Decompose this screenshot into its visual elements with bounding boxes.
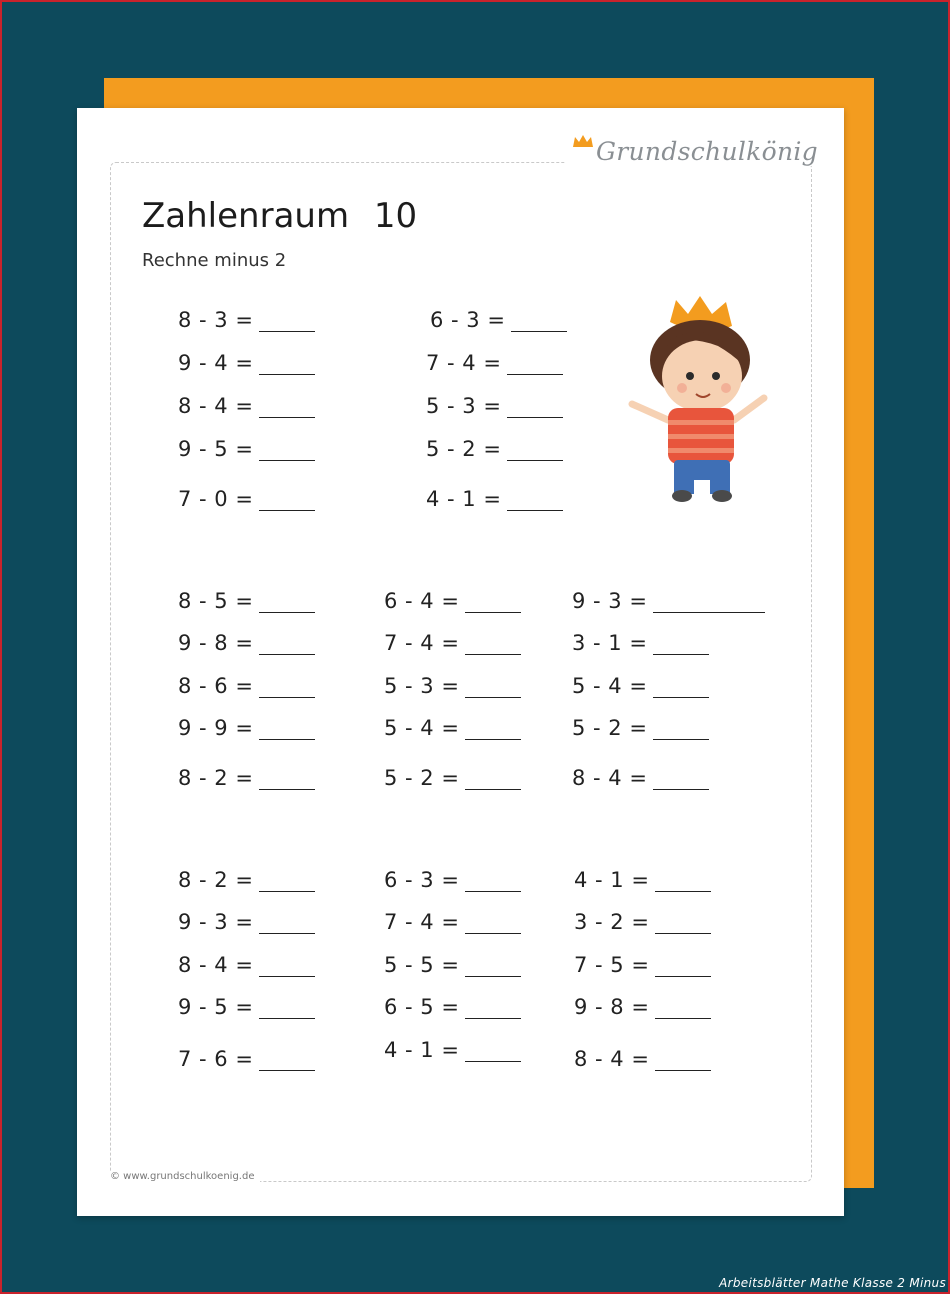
problem: 9 - 5 = <box>178 431 315 461</box>
problem: 4 - 1 = <box>426 481 563 511</box>
answer-blank[interactable] <box>259 311 315 332</box>
answer-blank[interactable] <box>465 592 521 613</box>
problem: 4 - 1 = <box>574 862 711 892</box>
problem: 5 - 5 = <box>384 947 521 977</box>
answer-blank[interactable] <box>259 1050 315 1071</box>
answer-blank[interactable] <box>655 913 711 934</box>
answer-blank[interactable] <box>655 998 711 1019</box>
answer-blank[interactable] <box>655 1050 711 1071</box>
worksheet-title: Zahlenraum 10 <box>142 196 418 236</box>
answer-blank[interactable] <box>259 354 315 375</box>
answer-blank[interactable] <box>465 998 521 1019</box>
answer-blank[interactable] <box>259 913 315 934</box>
worksheet-instruction: Rechne minus 2 <box>142 250 287 271</box>
problem: 4 - 1 = <box>384 1032 521 1062</box>
answer-blank[interactable] <box>259 769 315 790</box>
problem: 7 - 4 = <box>384 904 521 934</box>
answer-blank[interactable] <box>465 871 521 892</box>
problem: 5 - 4 = <box>572 668 709 698</box>
answer-blank[interactable] <box>653 719 709 740</box>
problem: 9 - 4 = <box>178 345 315 375</box>
answer-blank[interactable] <box>465 956 521 977</box>
answer-blank[interactable] <box>465 769 521 790</box>
crown-icon <box>572 134 594 148</box>
answer-blank[interactable] <box>655 956 711 977</box>
problem: 5 - 2 = <box>384 760 521 790</box>
answer-blank[interactable] <box>653 677 709 698</box>
problem: 3 - 1 = <box>572 625 709 655</box>
problem: 9 - 8 = <box>178 625 315 655</box>
problem: 8 - 6 = <box>178 668 315 698</box>
problem: 3 - 2 = <box>574 904 711 934</box>
problem: 9 - 8 = <box>574 989 711 1019</box>
answer-blank[interactable] <box>259 677 315 698</box>
answer-blank[interactable] <box>259 719 315 740</box>
answer-blank[interactable] <box>653 592 765 613</box>
answer-blank[interactable] <box>465 719 521 740</box>
answer-blank[interactable] <box>259 634 315 655</box>
image-caption: Arbeitsblätter Mathe Klasse 2 Minus <box>719 1276 946 1290</box>
problem: 5 - 2 = <box>572 710 709 740</box>
answer-blank[interactable] <box>259 490 315 511</box>
problem: 7 - 0 = <box>178 481 315 511</box>
problem: 5 - 3 = <box>426 388 563 418</box>
problem: 5 - 4 = <box>384 710 521 740</box>
answer-blank[interactable] <box>507 490 563 511</box>
problem: 8 - 3 = <box>178 302 315 332</box>
answer-blank[interactable] <box>259 956 315 977</box>
problem: 6 - 4 = <box>384 583 521 613</box>
problem: 7 - 5 = <box>574 947 711 977</box>
answer-blank[interactable] <box>655 871 711 892</box>
brand-name: Grundschulkönig <box>596 137 818 166</box>
problem: 7 - 4 = <box>426 345 563 375</box>
answer-blank[interactable] <box>259 397 315 418</box>
answer-blank[interactable] <box>259 440 315 461</box>
answer-blank[interactable] <box>465 1041 521 1062</box>
answer-blank[interactable] <box>465 634 521 655</box>
brand-logo <box>566 134 824 166</box>
problem: 8 - 5 = <box>178 583 315 613</box>
answer-blank[interactable] <box>511 311 567 332</box>
problem: 6 - 3 = <box>430 302 567 332</box>
problem: 7 - 4 = <box>384 625 521 655</box>
copyright-notice: © www.grundschulkoenig.de <box>104 1171 260 1182</box>
problem: 9 - 3 = <box>572 583 765 613</box>
answer-blank[interactable] <box>653 769 709 790</box>
answer-blank[interactable] <box>507 354 563 375</box>
answer-blank[interactable] <box>465 677 521 698</box>
problem: 8 - 4 = <box>572 760 709 790</box>
problem: 8 - 4 = <box>178 947 315 977</box>
boy-with-crown-illustration <box>622 292 772 507</box>
problem: 8 - 4 = <box>574 1041 711 1071</box>
problem: 8 - 2 = <box>178 760 315 790</box>
answer-blank[interactable] <box>259 998 315 1019</box>
problem: 8 - 2 = <box>178 862 315 892</box>
answer-blank[interactable] <box>259 592 315 613</box>
problem: 8 - 4 = <box>178 388 315 418</box>
problem: 5 - 3 = <box>384 668 521 698</box>
answer-blank[interactable] <box>465 913 521 934</box>
answer-blank[interactable] <box>507 440 563 461</box>
problem: 5 - 2 = <box>426 431 563 461</box>
problem: 9 - 3 = <box>178 904 315 934</box>
answer-blank[interactable] <box>259 871 315 892</box>
problem: 9 - 5 = <box>178 989 315 1019</box>
problem: 9 - 9 = <box>178 710 315 740</box>
problem: 7 - 6 = <box>178 1041 315 1071</box>
answer-blank[interactable] <box>507 397 563 418</box>
problem: 6 - 3 = <box>384 862 521 892</box>
answer-blank[interactable] <box>653 634 709 655</box>
problem: 6 - 5 = <box>384 989 521 1019</box>
